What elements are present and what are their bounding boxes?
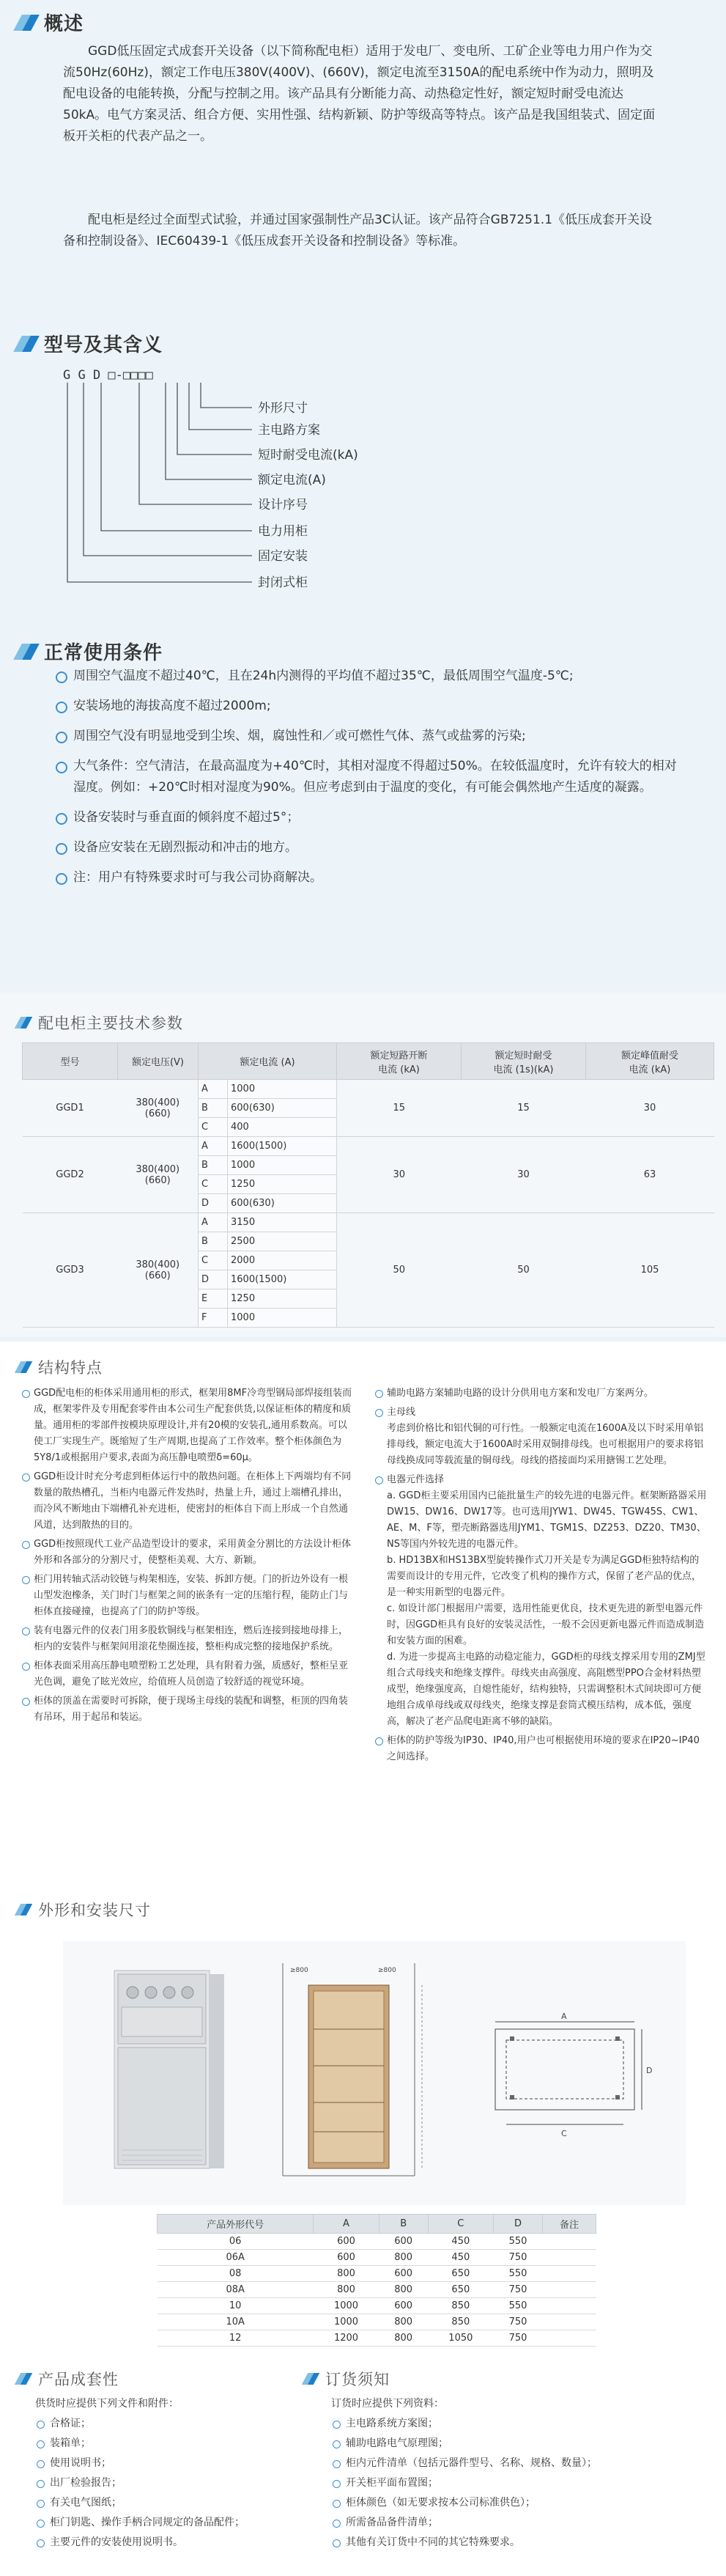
dimensions-table [157, 2214, 596, 2347]
structure-section [0, 1342, 726, 1891]
spec-scheme: A [199, 1080, 228, 1099]
structure-item: 柜体的顶盖在需要时可拆除，便于现场主母线的装配和调整，柜顶的四角装有吊环，用于起吊和装运。 [21, 1693, 356, 1726]
dim-cell: 850 [428, 2314, 493, 2330]
structure-title: 结构特点 [38, 1359, 103, 1377]
dim-cell [543, 2266, 596, 2282]
spec-current: 1250 [228, 1289, 337, 1309]
dim-cell: 800 [379, 2330, 428, 2347]
usage-list [53, 666, 683, 897]
usage-item: 周围空气温度不超过40℃，且在24h内测得的平均值不超过35℃，最低周围空气温度-5℃; [53, 666, 683, 687]
model-label: 外形尺寸 [258, 401, 308, 416]
dim-cell: 750 [494, 2330, 543, 2347]
overview-heading [16, 9, 84, 36]
dim-cell: 1000 [314, 2298, 379, 2314]
completeness-item: 使用说明书； [35, 2454, 328, 2473]
chevron-icon [16, 1360, 32, 1375]
dim-cell: 08 [158, 2266, 314, 2282]
dim-row [158, 2330, 596, 2347]
structure-right-column [374, 1385, 708, 1768]
dim-cell: 800 [314, 2266, 379, 2282]
spec-current: 600(630) [228, 1099, 337, 1118]
spec-header-cell: 额定短路开断 电流 (kA) [337, 1043, 462, 1080]
dim-cell: 06 [158, 2234, 314, 2250]
dim-cell [543, 2250, 596, 2266]
ordering-item: 其他有关订货中不同的其它特殊要求。 [331, 2533, 697, 2553]
dim-cell: 750 [494, 2314, 543, 2330]
model-heading [16, 330, 163, 357]
overview-paragraph-1: GGD低压固定式成套开关设备（以下简称配电柜）适用于发电厂、变电所、工矿企业等电力用户作为交流50Hz(60Hz)，额定工作电压380V(400V)、(660V)，额定电流至3150A的配电系统中作为动力，照明及配电设备的电能转换，分配与控制之用。该产品具有分断能力高、动热稳定性好，额定短时耐受电流达50kA。电气方案灵活、组合方便、实用性强、结构新颖、防护等级高等特点。该产品是我国组装式、固定面板开关柜的代表产品之一。 [63, 44, 656, 144]
spec-header-row [23, 1043, 714, 1080]
spec-scheme: B [199, 1232, 228, 1251]
cabinet-front-illustration [100, 1963, 239, 2183]
spec-voltage: 380(400) (660) [118, 1213, 199, 1328]
dim-cell: 12 [158, 2330, 314, 2347]
dim-row [158, 2234, 596, 2250]
dim-cell: 06A [158, 2250, 314, 2266]
structure-left-column [21, 1385, 356, 1729]
dimensions-title: 外形和安装尺寸 [38, 1902, 151, 1919]
spec-scheme: A [199, 1137, 228, 1156]
ordering-item: 辅助电路电气原理图； [331, 2434, 697, 2454]
usage-item: 设备安装时与垂直面的倾斜度不超过5°； [53, 807, 683, 828]
usage-item: 周围空气没有明显地受到尘埃、烟，腐蚀性和／或可燃性气体、蒸气或盐雾的污染; [53, 726, 683, 747]
dim-header-cell: D [494, 2215, 543, 2234]
spec-header-cell: 额定电压(V) [118, 1043, 199, 1080]
dim-header-cell: A [314, 2215, 379, 2234]
dim-cell: 10 [158, 2298, 314, 2314]
completeness-item: 主要元件的安装使用说明书。 [35, 2533, 328, 2553]
completeness-title: 产品成套性 [38, 2371, 119, 2388]
model-tree-lines [59, 383, 278, 625]
cabinet-side-drawing [268, 1956, 459, 2190]
spec-current: 3150 [228, 1213, 337, 1232]
spec-heading [16, 1012, 183, 1034]
spec-scheme: D [199, 1270, 228, 1289]
spec-scheme: D [199, 1194, 228, 1213]
model-code: G G D □-□□□□ [63, 368, 153, 383]
chevron-icon [16, 2371, 32, 2386]
completeness-intro: 供货时应提供下列文件和附件： [35, 2398, 179, 2410]
spec-table [22, 1042, 714, 1328]
spec-current: 1600(1500) [228, 1137, 337, 1156]
dim-cell: 800 [379, 2314, 428, 2330]
overview-title: 概述 [44, 13, 84, 35]
dim-cell [543, 2314, 596, 2330]
spec-current: 1000 [228, 1156, 337, 1175]
dim-cell: 550 [494, 2234, 543, 2250]
model-label: 封闭式柜 [258, 575, 308, 590]
dim-cell: 650 [428, 2282, 493, 2298]
spec-current: 1000 [228, 1309, 337, 1328]
structure-item: GGD柜设计时充分考虑到柜体运行中的散热问题。在柜体上下两端均有不同数量的散热槽孔，当柜内电器元件发热时，热量上升，通过上端槽孔排出，而冷风不断地由下端槽孔补充进柜，使密封的柜体自下而上形成一个自然通风道，达到散热的目的。 [21, 1469, 356, 1534]
ordering-list [331, 2414, 697, 2553]
usage-item: 注：用户有特殊要求时可与我公司协商解决。 [53, 867, 683, 888]
svg-text:C: C [561, 2129, 567, 2138]
chevron-icon [303, 2371, 319, 2386]
dim-cell: 08A [158, 2282, 314, 2298]
dim-header-row [158, 2215, 596, 2234]
spec-current: 2000 [228, 1251, 337, 1270]
dim-cell: 850 [428, 2298, 493, 2314]
chevron-icon [16, 1015, 32, 1030]
dim-cell: 550 [494, 2266, 543, 2282]
completeness-heading [16, 2368, 119, 2390]
structure-item: 柜门用转轴式活动铰链与构架相连，安装、拆卸方便。门的折边外设有一根山型发泡橡条，关门时门与框架之间的嵌条有一定的压缩行程，能防止门与柜体直接碰撞，也提高了门的防护等级。 [21, 1572, 356, 1620]
dim-cell: 600 [379, 2234, 428, 2250]
model-label: 额定电流(A) [258, 473, 326, 487]
usage-item: 大气条件：空气清洁，在最高温度为+40℃时，其相对湿度不得超过50%。在较低温度时，允许有较大的相对湿度。例如：+20℃时相对湿度为90%。但应考虑到由于温度的变化，有可能会偶然地产生适度的凝露。 [53, 756, 683, 798]
model-title: 型号及其含义 [44, 334, 163, 356]
dim-cell: 800 [379, 2282, 428, 2298]
dim-cell: 550 [494, 2298, 543, 2314]
spec-current: 1600(1500) [228, 1270, 337, 1289]
spec-voltage: 380(400) (660) [118, 1137, 199, 1213]
spec-short: 30 [462, 1137, 586, 1213]
svg-text:A: A [561, 2012, 567, 2021]
spec-header-cell: 额定峰值耐受 电流 (kA) [586, 1043, 714, 1080]
spec-current: 400 [228, 1118, 337, 1137]
usage-item: 设备应安装在无剧烈振动和冲击的地方。 [53, 837, 683, 858]
dim-cell: 750 [494, 2250, 543, 2266]
spec-model: GGD3 [23, 1213, 118, 1328]
dimensions-section [0, 1891, 726, 2353]
chevron-icon [16, 641, 38, 662]
spec-break: 15 [337, 1080, 462, 1137]
chevron-icon [16, 1902, 32, 1917]
dim-cell: 600 [314, 2234, 379, 2250]
structure-item: GGD柜按照现代工业产品造型设计的要求，采用黄金分割比的方法设计柜体外形和各部分的分割尺寸，使整柜美观、大方、新颖。 [21, 1537, 356, 1569]
bottom-section [0, 2353, 726, 2576]
usage-section [0, 630, 726, 997]
spec-peak: 105 [586, 1213, 714, 1328]
spec-break: 30 [337, 1137, 462, 1213]
structure-item: 电器元件选择 a. GGD柜主要采用国内已能批量生产的较先进的电器元件。框架断路器采用DW15、DW16、DW17等。也可选用JYW1、DW45、TGW45S、CW1、AE、M、F等，塑壳断路器选用JYM1、TGM1S、DZ253、DZ20、TM30、NS等国内外较先进的电器元件。 b. HD13BX和HS13BX型旋转操作式刀开关是专为满足GGD柜独特结构的需要而设计的专用元件，它改变了机构的操作方式，保留了老产品的优点，是一种实用新型的电器元件。 c. 如设计部门根据用户需要，选用性能更优良，技术更先进的新型电器元件时，因GGD柜具有良好的安装灵活性，一般不会因更新电器元件而造成制造和安装方面的困难。 d. 为进一步提高主电路的动稳定能力，GGD柜的母线支撑采用专用的ZMJ型组合式母线夹和绝缘支撑件。母线夹由高强度、高阻燃型PPO合金材料热塑成型，绝缘强度高，自熄性能好，结构独特，只需调整积木式间块即可方便地组合成单母线或双母线夹，绝缘支撑是套筒式模压结构，成本低，强度高，解决了老产品爬电距离不够的缺陷。 [374, 1472, 708, 1730]
spec-current: 600(630) [228, 1194, 337, 1213]
spec-scheme: B [199, 1156, 228, 1175]
dim-cell: 10A [158, 2314, 314, 2330]
spec-header-cell: 额定电流 (A) [199, 1043, 337, 1080]
dim-cell: 1000 [314, 2314, 379, 2330]
model-label: 固定安装 [258, 549, 308, 564]
spec-model: GGD1 [23, 1080, 118, 1137]
structure-heading [16, 1356, 103, 1378]
model-section [0, 323, 726, 630]
ordering-item: 柜内元件清单（包括元器件型号、名称、规格、数量）； [331, 2454, 697, 2473]
drawing-panel [63, 1941, 686, 2205]
overview-section [0, 0, 726, 330]
completeness-item: 装箱单； [35, 2434, 328, 2454]
chevron-icon [16, 12, 38, 33]
usage-item: 安装场地的海拔高度不超过2000m; [53, 696, 683, 717]
dim-cell: 450 [428, 2234, 493, 2250]
spec-voltage: 380(400) (660) [118, 1080, 199, 1137]
spec-title: 配电柜主要技术参数 [38, 1015, 183, 1032]
spec-peak: 30 [586, 1080, 714, 1137]
ordering-item: 所需备品备件清单； [331, 2513, 697, 2533]
completeness-block [35, 2394, 328, 2553]
dim-cell: 600 [379, 2298, 428, 2314]
spec-scheme: B [199, 1099, 228, 1118]
dim-cell: 800 [314, 2282, 379, 2298]
model-label: 短时耐受电流(kA) [258, 448, 358, 463]
spec-current: 2500 [228, 1232, 337, 1251]
dim-cell [543, 2298, 596, 2314]
dim-cell: 600 [314, 2250, 379, 2266]
structure-item: 装有电器元件的仪表门用多股软铜线与框架相连，燃后连接到接地母排上，柜内的安装件与框架间用滚花垫圈连接，整柜构成完整的接地保护系统。 [21, 1623, 356, 1655]
ordering-block [331, 2394, 697, 2553]
dim-row [158, 2314, 596, 2330]
ordering-heading [303, 2368, 390, 2390]
completeness-item: 柜门钥匙、操作手柄合同规定的备品配件； [35, 2513, 328, 2533]
spec-current: 1000 [228, 1080, 337, 1099]
dim-row [158, 2250, 596, 2266]
spec-row [23, 1213, 714, 1232]
spec-scheme: C [199, 1251, 228, 1270]
svg-text:≥800: ≥800 [290, 1967, 308, 1974]
dimensions-heading [16, 1899, 151, 1921]
model-label: 设计序号 [258, 498, 308, 512]
dim-header-cell: 产品外形代号 [158, 2215, 314, 2234]
dim-row [158, 2298, 596, 2314]
structure-item: GGD配电柜的柜体采用通用柜的形式，框架用8MF冷弯型钢局部焊接组装而成，框架零件及专用配套零件由本公司生产配套供货,以保证柜体的精度和质量。通用柜的零部件按模块原理设计,并有20模的安装孔,通用系数高。可以使工厂实现生产。既缩短了生产周期,也提高了工作效率。整个柜体颜色为5Y8/1或根据用户要求,表面为高压静电喷塑δ=60μ。 [21, 1385, 356, 1466]
structure-item: 主母线 考虑到价格比和铝代铜的可行性。一般额定电流在1600A及以下时采用单铝排母线，额定电流大于1600A时采用双铜排母线。也可根据用户的要求将铝母线换成同等载流量的铜母线。母线的搭接面均采用搪锡工艺处理。 [374, 1405, 708, 1469]
dim-cell: 450 [428, 2250, 493, 2266]
structure-item: 辅助电路方案辅助电路的设计分供用电方案和发电厂方案两分。 [374, 1385, 708, 1402]
spec-header-cell: 额定短时耐受 电流 (1s)(kA) [462, 1043, 586, 1080]
spec-section [0, 993, 726, 1337]
spec-scheme: A [199, 1213, 228, 1232]
dim-cell [543, 2282, 596, 2298]
dim-header-cell: B [379, 2215, 428, 2234]
model-label: 电力用柜 [258, 524, 308, 539]
dim-cell: 750 [494, 2282, 543, 2298]
structure-item: 柜体的防护等级为IP30、IP40,用户也可根据使用环境的要求在IP20~IP40之间选择。 [374, 1733, 708, 1765]
dim-header-cell: 备注 [543, 2215, 596, 2234]
spec-model: GGD2 [23, 1137, 118, 1213]
usage-title: 正常使用条件 [44, 642, 163, 664]
svg-text:D: D [646, 2066, 653, 2075]
spec-scheme: C [199, 1175, 228, 1194]
spec-current: 1250 [228, 1175, 337, 1194]
spec-row [23, 1137, 714, 1156]
dim-row [158, 2266, 596, 2282]
dim-cell: 1050 [428, 2330, 493, 2347]
overview-paragraph-2: 配电柜是经过全面型式试验，并通过国家强制性产品3C认证。该产品符合GB7251.1《低压成套开关设备和控制设备》、IEC60439-1《低压成套开关设备和控制设备》等标准。 [63, 213, 653, 249]
spec-header-cell: 型号 [23, 1043, 118, 1080]
dim-cell: 800 [379, 2250, 428, 2266]
dim-header-cell: C [428, 2215, 493, 2234]
spec-short: 15 [462, 1080, 586, 1137]
spec-peak: 63 [586, 1137, 714, 1213]
dim-cell: 650 [428, 2266, 493, 2282]
spec-scheme: E [199, 1289, 228, 1309]
ordering-item: 柜体颜色（如无要求按本公司标准供色）； [331, 2493, 697, 2513]
completeness-item: 有关电气图纸； [35, 2493, 328, 2513]
dim-cell [543, 2234, 596, 2250]
ordering-item: 主电路系统方案图； [331, 2414, 697, 2434]
completeness-item: 合格证； [35, 2414, 328, 2434]
spec-row [23, 1080, 714, 1099]
chevron-icon [16, 334, 38, 354]
structure-item: 柜体表面采用高压静电喷塑粉工艺处理，具有附着力强，质感好，整柜呈亚光色调，避免了眩光效应，给值班人员创造了较舒适的视觉环境。 [21, 1658, 356, 1690]
dim-cell: 1200 [314, 2330, 379, 2347]
dim-row [158, 2282, 596, 2298]
ordering-intro: 订货时应提供下列资料： [331, 2398, 444, 2410]
dim-cell [543, 2330, 596, 2347]
usage-heading [16, 638, 163, 665]
spec-scheme: F [199, 1309, 228, 1328]
spec-scheme: C [199, 1118, 228, 1137]
ordering-item: 开关柜平面布置图； [331, 2473, 697, 2493]
dim-cell: 600 [379, 2266, 428, 2282]
spec-short: 50 [462, 1213, 586, 1328]
svg-text:≥800: ≥800 [378, 1967, 396, 1974]
completeness-list [35, 2414, 328, 2553]
model-label: 主电路方案 [258, 423, 320, 438]
cabinet-plan-drawing [481, 2007, 664, 2154]
completeness-item: 出厂检验报告； [35, 2473, 328, 2493]
spec-break: 50 [337, 1213, 462, 1328]
ordering-title: 订货须知 [325, 2371, 390, 2388]
